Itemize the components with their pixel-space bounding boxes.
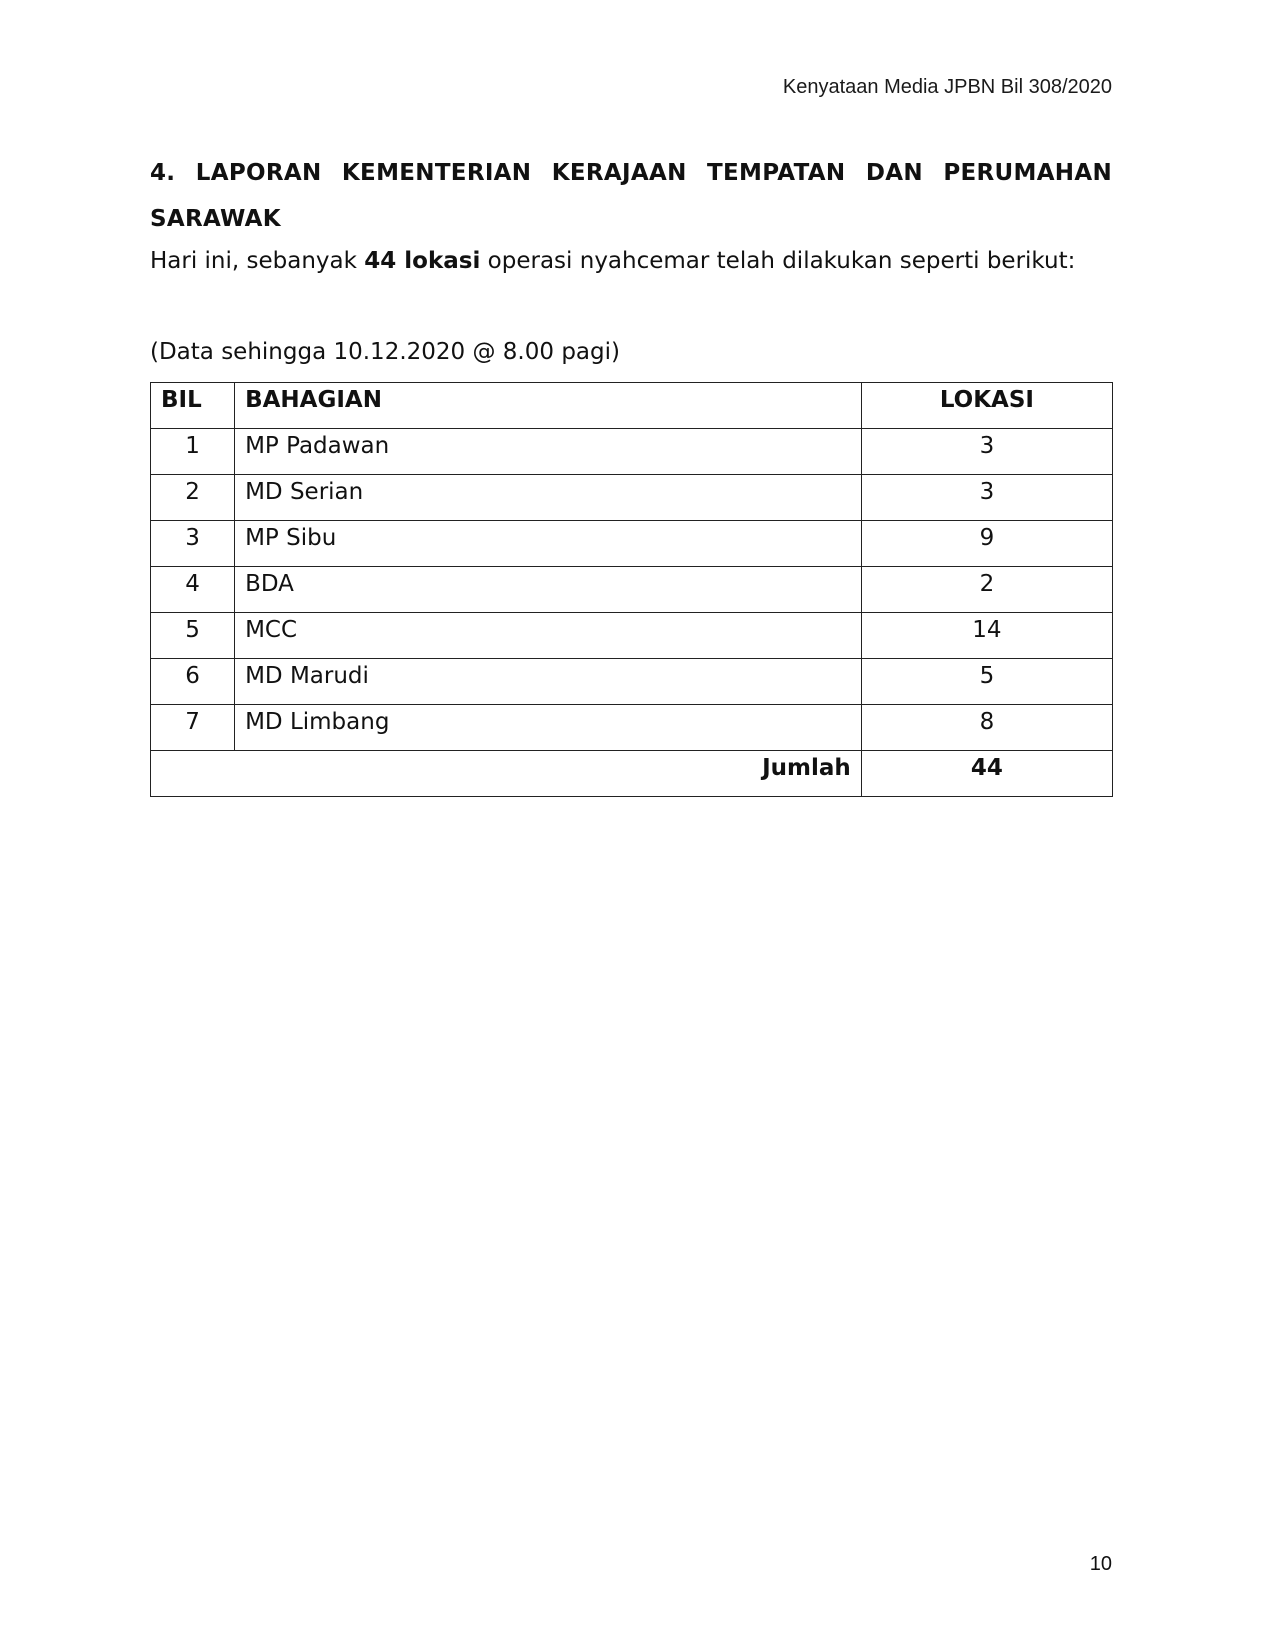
table-row — [151, 475, 1113, 521]
table-total-row — [151, 751, 1113, 797]
intro-highlight: 44 lokasi — [364, 248, 481, 274]
table-row — [151, 659, 1113, 705]
cell-lokasi: 5 — [861, 659, 1112, 705]
data-timestamp-note: (Data sehingga 10.12.2020 @ 8.00 pagi) — [150, 339, 620, 365]
page-number: 10 — [1089, 1553, 1112, 1575]
intro-text-start: Hari ini, sebanyak — [150, 248, 365, 274]
cell-lokasi: 8 — [861, 705, 1112, 751]
intro-paragraph — [150, 245, 1130, 277]
intro-text-end: operasi nyahcemar telah dilakukan seperti berikut: — [480, 248, 1076, 274]
cell-bahagian: MD Serian — [235, 475, 862, 521]
header-bil: BIL — [151, 383, 235, 429]
cell-lokasi: 3 — [861, 429, 1112, 475]
total-value: 44 — [861, 751, 1112, 797]
cell-lokasi: 3 — [861, 475, 1112, 521]
cell-bahagian: MD Marudi — [235, 659, 862, 705]
cell-bil: 7 — [151, 705, 235, 751]
section-heading: 4. LAPORAN KEMENTERIAN KERAJAAN TEMPATAN DAN PERUMAHAN SARAWAK — [150, 160, 1112, 232]
cell-bahagian: MCC — [235, 613, 862, 659]
table-row — [151, 429, 1113, 475]
cell-bahagian: MD Limbang — [235, 705, 862, 751]
table-header-row — [151, 383, 1113, 429]
table-row — [151, 521, 1113, 567]
total-label: Jumlah — [151, 751, 862, 797]
document-reference: Kenyataan Media JPBN Bil 308/2020 — [782, 76, 1112, 98]
cell-lokasi: 9 — [861, 521, 1112, 567]
cell-bahagian: MP Sibu — [235, 521, 862, 567]
location-report-table — [150, 382, 1113, 797]
table-body — [151, 429, 1113, 797]
table-row — [151, 567, 1113, 613]
cell-bil: 6 — [151, 659, 235, 705]
cell-bil: 3 — [151, 521, 235, 567]
cell-bil: 4 — [151, 567, 235, 613]
cell-bahagian: BDA — [235, 567, 862, 613]
table-row — [151, 705, 1113, 751]
table-row — [151, 613, 1113, 659]
cell-bil: 5 — [151, 613, 235, 659]
header-lokasi: LOKASI — [861, 383, 1112, 429]
cell-bil: 1 — [151, 429, 235, 475]
cell-bil: 2 — [151, 475, 235, 521]
cell-lokasi: 14 — [861, 613, 1112, 659]
cell-bahagian: MP Padawan — [235, 429, 862, 475]
header-bahagian: BAHAGIAN — [235, 383, 862, 429]
cell-lokasi: 2 — [861, 567, 1112, 613]
